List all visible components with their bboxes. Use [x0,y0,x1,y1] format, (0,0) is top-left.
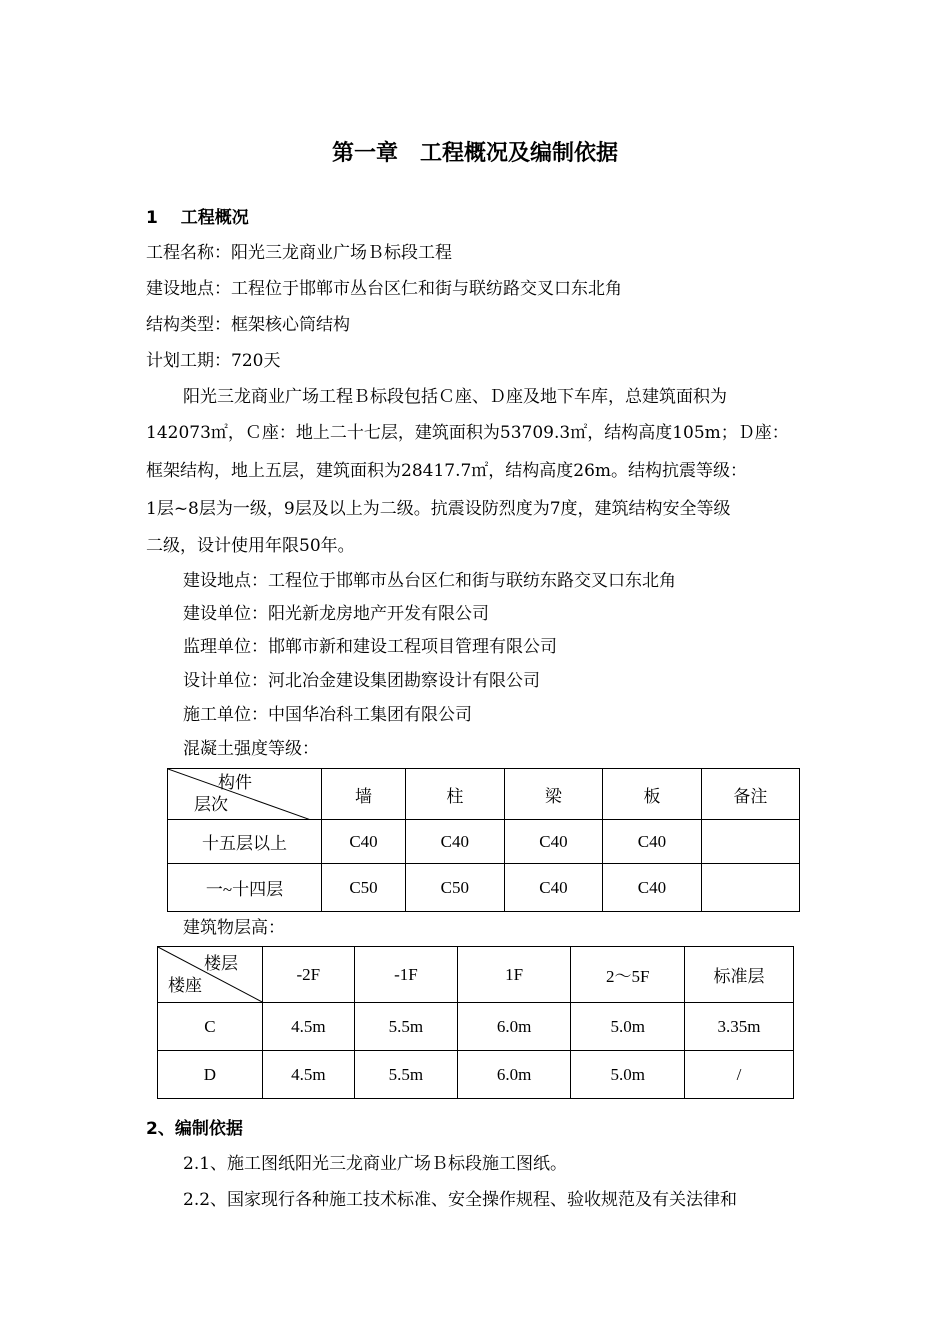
column-header: 板 [603,769,702,820]
table-cell: C40 [603,820,702,864]
table-row [158,1003,794,1051]
table-corner-cell [158,947,263,1003]
table-cell: 5.5m [354,1051,457,1099]
height-label: 建筑物层高： [183,918,285,938]
paragraph-line: 二级，设计使用年限50年。 [146,536,355,556]
corner-bottom-label: 楼座 [168,975,202,995]
column-header: 1F [457,947,571,1003]
table-cell: 5.0m [571,1003,685,1051]
table-cell: 6.0m [457,1051,571,1099]
unit-line: 建设地点：工程位于邯郸市丛台区仁和街与联纺东路交叉口东北角 [183,571,676,591]
column-header: 2～5F [571,947,685,1003]
table-cell: 3.35m [684,1003,793,1051]
table-cell: C40 [321,820,405,864]
column-header: 标准层 [684,947,793,1003]
diagonal-line-icon [158,947,264,1003]
column-header: 柱 [406,769,505,820]
basis-item: 2.1、施工图纸阳光三龙商业广场Ｂ标段施工图纸。 [183,1154,568,1174]
paragraph-line: 1层~8层为一级，9层及以上为二级。抗震设防烈度为7度，建筑结构安全等级 [146,499,731,519]
concrete-grade-table [167,768,800,912]
table-cell: / [684,1051,793,1099]
structure-type-line: 结构类型：框架核心筒结构 [146,315,350,335]
table-cell: 5.5m [354,1003,457,1051]
section-heading-overview: 1 工程概况 [146,208,249,228]
concrete-label: 混凝土强度等级： [183,739,319,759]
paragraph-line: 阳光三龙商业广场工程Ｂ标段包括Ｃ座、Ｄ座及地下车库，总建筑面积为 [183,387,727,407]
unit-line: 建设单位：阳光新龙房地产开发有限公司 [183,604,489,624]
row-label: D [158,1051,263,1099]
page-title: 第一章 工程概况及编制依据 [331,141,618,166]
project-name-line: 工程名称：阳光三龙商业广场Ｂ标段工程 [146,243,452,263]
column-header: 梁 [504,769,603,820]
table-row [168,864,800,912]
table-row [158,1051,794,1099]
paragraph-line: 框架结构，地上五层，建筑面积为28417.7㎡，结构高度26m。结构抗震等级： [146,461,748,481]
table-cell: 6.0m [457,1003,571,1051]
schedule-line: 计划工期：720天 [146,351,281,371]
table-corner-cell [168,769,322,820]
column-header: 备注 [701,769,799,820]
table-cell: C40 [603,864,702,912]
table-row [168,820,800,864]
paragraph-line: 142073㎡，Ｃ座：地上二十七层，建筑面积为53709.3㎡，结构高度105m；Ｄ座： [146,423,789,443]
table-cell: 5.0m [571,1051,685,1099]
table-cell [701,864,799,912]
section-heading-basis: 2、编制依据 [146,1119,243,1139]
table-cell [701,820,799,864]
unit-line: 施工单位：中国华冶科工集团有限公司 [183,705,472,725]
table-cell: C50 [406,864,505,912]
floor-height-table [157,946,794,1099]
corner-top-label: 楼层 [204,953,238,973]
unit-line: 监理单位：邯郸市新和建设工程项目管理有限公司 [183,637,557,657]
unit-line: 设计单位：河北冶金建设集团勘察设计有限公司 [183,671,540,691]
location-line: 建设地点：工程位于邯郸市丛台区仁和街与联纺路交叉口东北角 [146,279,622,299]
table-cell: C40 [406,820,505,864]
row-label: C [158,1003,263,1051]
diagonal-line-icon [168,769,311,820]
table-cell: 4.5m [262,1051,354,1099]
table-cell: C50 [321,864,405,912]
basis-item: 2.2、国家现行各种施工技术标准、安全操作规程、验收规范及有关法律和 [183,1190,738,1210]
table-cell: 4.5m [262,1003,354,1051]
row-label: 一~十四层 [168,864,322,912]
table-cell: C40 [504,864,603,912]
corner-top-label: 构件 [218,773,252,792]
column-header: -2F [262,947,354,1003]
row-label: 十五层以上 [168,820,322,864]
column-header: -1F [354,947,457,1003]
column-header: 墙 [321,769,405,820]
corner-bottom-label: 层次 [194,795,228,814]
table-cell: C40 [504,820,603,864]
